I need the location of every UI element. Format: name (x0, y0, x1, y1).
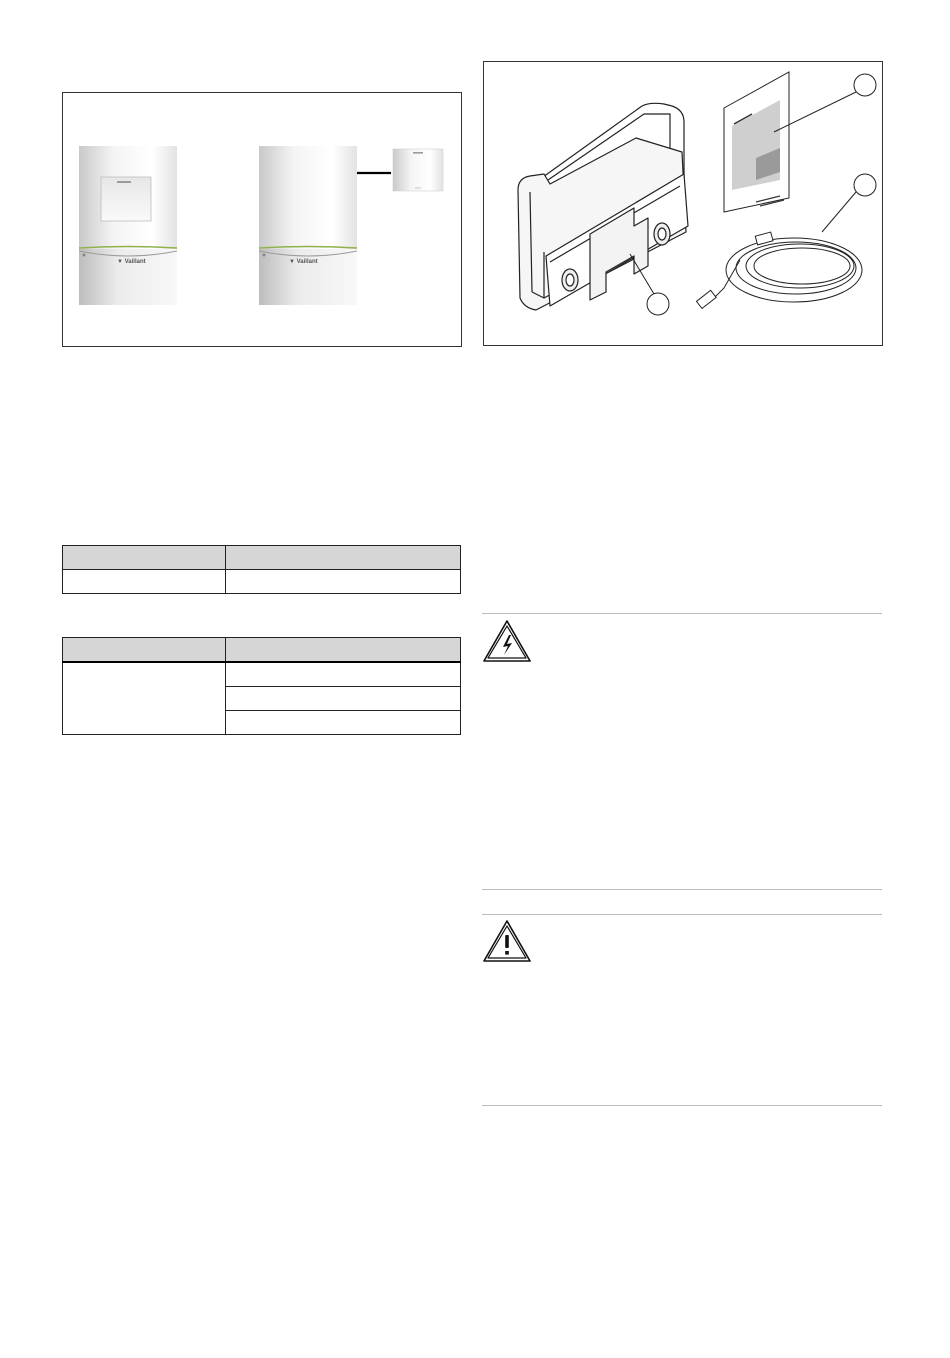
warning-1-top-rule (482, 613, 882, 614)
boiler-with-display (79, 146, 177, 305)
table-cell (226, 570, 461, 594)
table-row (63, 662, 461, 687)
callout-2 (822, 174, 876, 232)
vaillant-logo: ▼ Vaillant (289, 259, 318, 265)
table-header-cell (226, 638, 461, 663)
instruction-manual (724, 72, 789, 212)
delivery-contents-illustration (484, 62, 881, 344)
table-2 (62, 637, 461, 735)
warning-1-bottom-rule (482, 889, 882, 890)
general-warning-icon (482, 918, 532, 964)
vaillant-logo: ▼ Vaillant (117, 259, 146, 265)
connection-cable-coil (696, 232, 862, 308)
warning-2-top-rule (482, 914, 882, 915)
table-row (63, 570, 461, 594)
table-1 (62, 545, 461, 594)
electric-shock-warning-icon (482, 618, 532, 664)
figure-delivery-contents (483, 61, 883, 346)
table-header-row (63, 546, 461, 570)
table-cell (63, 662, 226, 735)
table-header-cell (226, 546, 461, 570)
table-cell (226, 711, 461, 735)
remote-control-unit (393, 149, 443, 191)
boilers-illustration (63, 93, 460, 345)
table-cell (63, 570, 226, 594)
warning-2-bottom-rule (482, 1105, 882, 1106)
table-cell (226, 662, 461, 687)
boiler-display-screen (101, 177, 151, 221)
wall-bracket (518, 103, 688, 310)
table-header-row (63, 638, 461, 663)
boiler-without-display (259, 146, 357, 305)
table-header-cell (63, 546, 226, 570)
table-cell (226, 687, 461, 711)
callout-3 (630, 254, 669, 315)
figure-boilers (62, 92, 462, 347)
table-header-cell (63, 638, 226, 663)
